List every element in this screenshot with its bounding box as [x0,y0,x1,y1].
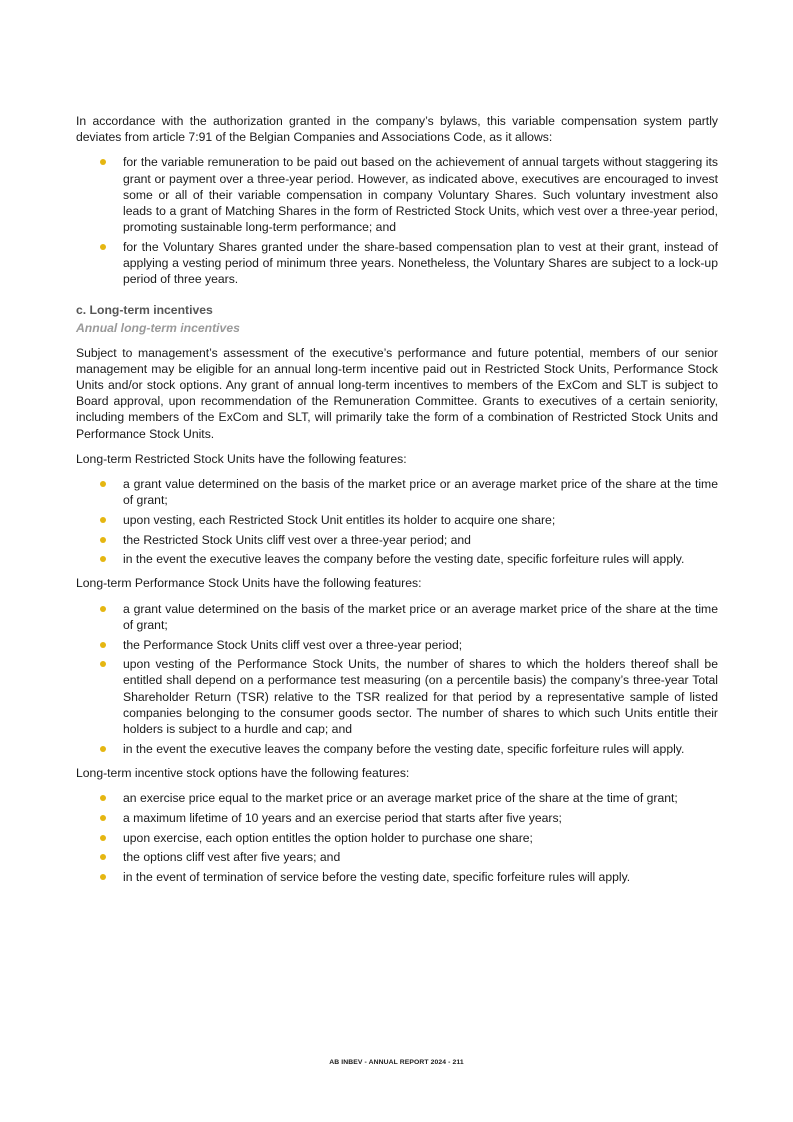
list-item: a grant value determined on the basis of the market price or an average market price of the share at the time of grant; [76,601,718,633]
intro-paragraph: In accordance with the authorization granted in the company’s bylaws, this variable compensation system partly deviates from article 7:91 of the Belgian Companies and Associations Code, as it allows: [76,114,718,145]
list-item: upon vesting of the Performance Stock Units, the number of shares to which the holders thereof shall be entitled shall depend on a performance test measuring (on a percentile basis) the company’s three-year Total Shareholder Return (TSR) relative to the TSR realized for that period by a representative sample of listed companies belonging to the consumer goods sector. The number of shares to which such Units entitle their holders is subject to a hurdle and cap; and [76,656,718,737]
bullet-icon [100,517,106,523]
options-list [76,790,718,885]
list-item: upon exercise, each option entitles the option holder to purchase one share; [76,830,718,846]
psu-intro: Long-term Performance Stock Units have the following features: [76,576,422,591]
psu-list [76,601,718,757]
list-item: an exercise price equal to the market price or an average market price of the share at the time of grant; [76,790,718,806]
bullet-icon [100,661,106,667]
bullet-icon [100,244,106,250]
list-item: the options cliff vest after five years; and [76,849,718,865]
bullet-icon [100,854,106,860]
list-item: a maximum lifetime of 10 years and an exercise period that starts after five years; [76,810,718,826]
bullet-icon [100,642,106,648]
bullet-icon [100,815,106,821]
list-item: upon vesting, each Restricted Stock Unit entitles its holder to acquire one share; [76,512,718,528]
list-item: in the event of termination of service before the vesting date, specific forfeiture rules will apply. [76,869,718,885]
section-heading: c. Long-term incentives [76,302,213,317]
bullet-icon [100,746,106,752]
list-item: for the variable remuneration to be paid out based on the achievement of annual targets without staggering its grant or payment over a three-year period. However, as indicated above, executives are encouraged to invest some or all of their variable compensation in company Voluntary Shares. Such voluntary investment also leads to a grant of Matching Shares in the form of Restricted Stock Units, which vest over a three-year period, promoting sustainable long-term performance; and [76,154,718,235]
bullet-icon [100,874,106,880]
bullet-icon [100,556,106,562]
list-item: in the event the executive leaves the company before the vesting date, specific forfeiture rules will apply. [76,741,718,757]
list-item: in the event the executive leaves the company before the vesting date, specific forfeiture rules will apply. [76,551,718,567]
bullet-icon [100,481,106,487]
deviation-list [76,154,718,287]
bullet-icon [100,159,106,165]
page-footer: AB INBEV - ANNUAL REPORT 2024 - 211 [329,1059,464,1066]
bullet-icon [100,537,106,543]
rsu-list [76,476,718,568]
rsu-intro: Long-term Restricted Stock Units have the following features: [76,451,407,466]
subsection-heading: Annual long-term incentives [76,320,240,335]
bullet-icon [100,606,106,612]
list-item: for the Voluntary Shares granted under the share-based compensation plan to vest at their grant, instead of applying a vesting period of minimum three years. Nonetheless, the Voluntary Shares are subject to a lock-up period of three years. [76,239,718,288]
options-intro: Long-term incentive stock options have the following features: [76,766,410,780]
bullet-icon [100,795,106,801]
list-item: the Performance Stock Units cliff vest over a three-year period; [76,637,718,653]
list-item: a grant value determined on the basis of the market price or an average market price of the share at the time of grant; [76,476,718,508]
ltip-paragraph: Subject to management’s assessment of the executive’s performance and future potential, members of our senior management may be eligible for an annual long-term incentive paid out in Restricted Stock Units, Performance Stock Units and/or stock options. Any grant of annual long-term incentives to members of the ExCom and SLT is subject to Board approval, upon recommendation of the Remuneration Committee. Grants to executives of a certain seniority, including members of the ExCom and SLT, will primarily take the form of a combination of Restricted Stock Units and Performance Stock Units. [76,345,718,441]
bullet-icon [100,835,106,841]
page-content [76,113,718,893]
list-item: the Restricted Stock Units cliff vest over a three-year period; and [76,532,718,548]
